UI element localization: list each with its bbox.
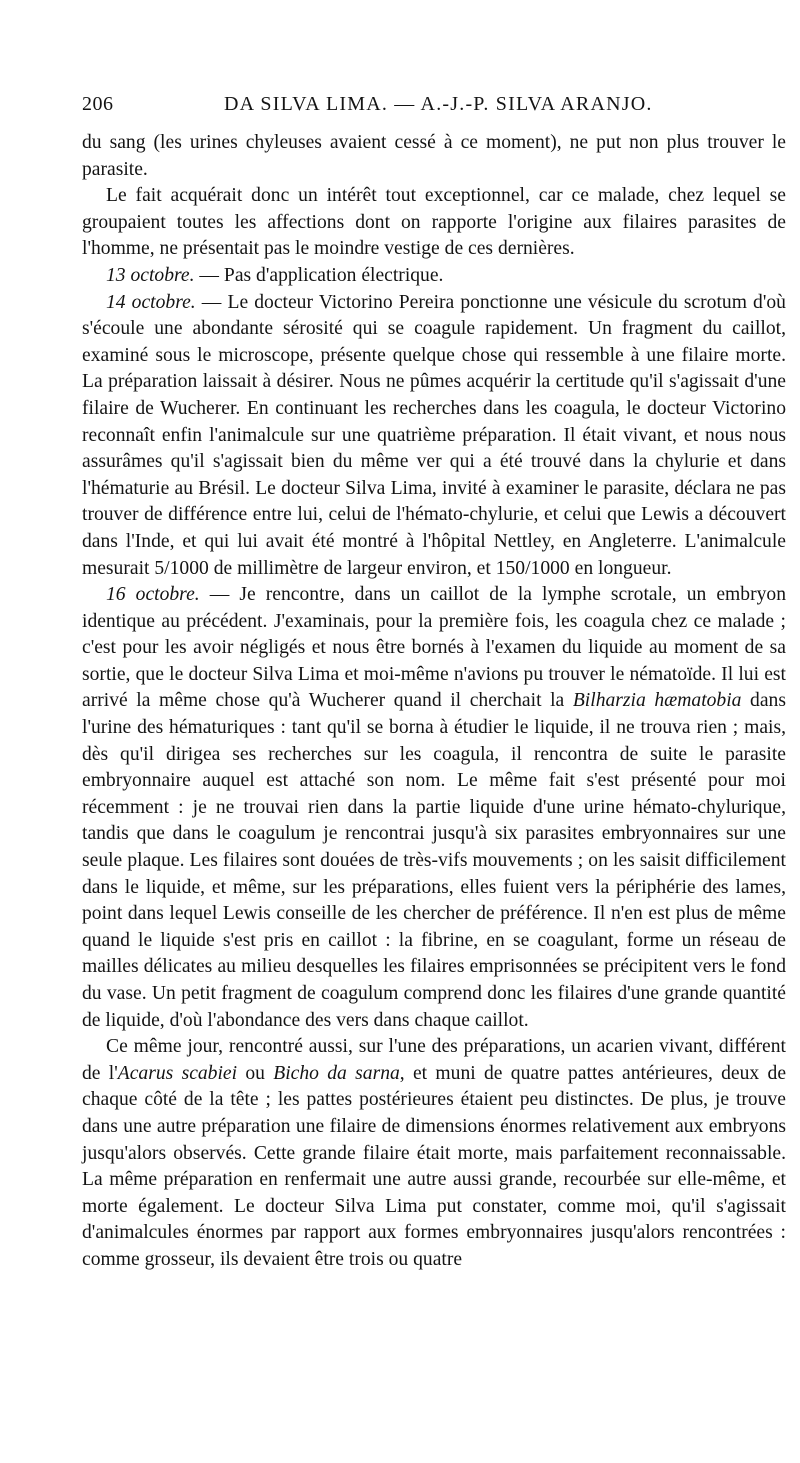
entry-text: dans l'urine des hématuriques : tant qu'il se borna à étudier le liquide, il ne trouva rien ; mais, dès qu'il dirigea ses recherches sur les coagula, il rencontra de suite le parasite embryonnaire auquel est attaché son nom. Le même fait s'est présenté pour moi récemment : je ne trouvai rien dans la partie liquide d'une urine hémato-chylurique, tandis que dans le coagulum je rencontrai jusqu'à six parasites embryonnaires sur une seule plaque. Les filaires sont douées de très-vifs mouvements ; on les saisit difficilement dans le liquide, et même, sur les préparations, elles fuient vers la périphérie des lames, point dans lequel Lewis conseille de les chercher de préférence. Il n'en est plus de même quand le liquide s'est pris en caillot : la fibrine, en se coagulant, forme un réseau de mailles délicates au milieu desquelles les filaires emprisonnées se précipitent vers le fond du vase. Un petit fragment de coagulum comprend donc les filaires d'une grande quantité de liquide, d'où l'abondance des vers dans chaque caillot. (82, 690, 786, 1031)
entry-text: — Le docteur Victorino Pereira ponctionne une vésicule du scrotum d'où s'écoule une abondante sérosité qui se coagule rapidement. Un fragment du caillot, examiné sous le microscope, présente quelque chose qui ressemble à une filaire morte. La préparation laissait à désirer. Nous ne pûmes acquérir la certitude qu'il s'agissait d'une filaire de Wucherer. En continuant les recherches dans les coagula, le docteur Victorino reconnaît enfin l'animalcule sur une quatrième préparation. Il était vivant, et nous nous assurâmes qu'il s'agissait bien du même ver qui a été trouvé dans la chylurie et dans l'hématurie au Brésil. Le docteur Silva Lima, invité à examiner le parasite, déclara ne pas trouver de différence entre lui, celui de l'hémato-chylurie, et celui que Lewis a découvert dans l'Inde, et qui lui avait été montré à l'hôpital Nettley, en Angleterre. L'animalcule mesurait 5/1000 de millimètre de largeur environ, et 150/1000 en longueur. (82, 291, 786, 579)
paragraph-13-octobre (82, 263, 786, 290)
entry-text: ou (237, 1062, 274, 1084)
entry-text: — Pas d'application électrique. (194, 264, 444, 286)
paragraph-14-octobre (82, 290, 786, 583)
page-number: 206 (82, 93, 114, 115)
paragraph-continuation: du sang (les urines chyleuses avaient cessé à ce moment), ne put non plus trouver le parasite. (82, 132, 786, 180)
running-head: DA SILVA LIMA. — A.-J.-P. SILVA ARANJO. (224, 93, 653, 115)
paragraph-16-octobre (82, 582, 786, 1034)
species-name: Bicho da sarna (273, 1062, 400, 1084)
paragraph-acarien (82, 1034, 786, 1273)
species-name: Bilharzia hæmatobia (572, 690, 742, 712)
species-name: Acarus scabiei (117, 1062, 238, 1084)
entry-text: — Je rencontre, dans un caillot de la lymphe scrotale, un embryon identique au précédent. J'examinais, pour la première fois, les coagula chez ce malade ; c'est pour les avoir négligés et nous être bornés à l'examen du liquide au moment de sa sortie, que le docteur Silva Lima et moi-même n'avions pu trouver le nématoïde. Il lui est arrivé la même chose qu'à Wucherer quand il cherchait la (82, 584, 786, 712)
body-text (82, 130, 786, 1274)
paragraph-interet-exceptionnel: Le fait acquérait donc un intérêt tout exceptionnel, car ce malade, chez lequel se groupaient toutes les affections dont on rapporte l'origine aux filaires parasites de l'homme, ne présentait pas le moindre vestige de ces dernières. (82, 185, 786, 260)
page-header (82, 93, 782, 123)
entry-date: 13 octobre. (106, 264, 195, 286)
entry-text: , et muni de quatre pattes antérieures, deux de chaque côté de la tête ; les pattes postérieures étaient peu distinctes. De plus, je trouve dans une autre préparation une filaire de dimensions énormes relativement aux embryons jusqu'alors observés. Cette grande filaire était morte, mais parfaitement reconnaissable. La même préparation en renfermait une autre aussi grande, recourbée sur elle-même, et morte également. Le docteur Silva Lima put constater, comme moi, qu'il s'agissait d'animalcules énormes par rapport aux formes embryonnaires jusqu'alors rencontrées : comme grosseur, ils devaient être trois ou quatre (82, 1062, 787, 1270)
entry-date: 16 octobre. (106, 584, 200, 606)
entry-text: Ce même jour, rencontré aussi, sur l'une des préparations, un acarien vivant, différent de l' (82, 1036, 786, 1084)
entry-date: 14 octobre. (106, 291, 196, 313)
